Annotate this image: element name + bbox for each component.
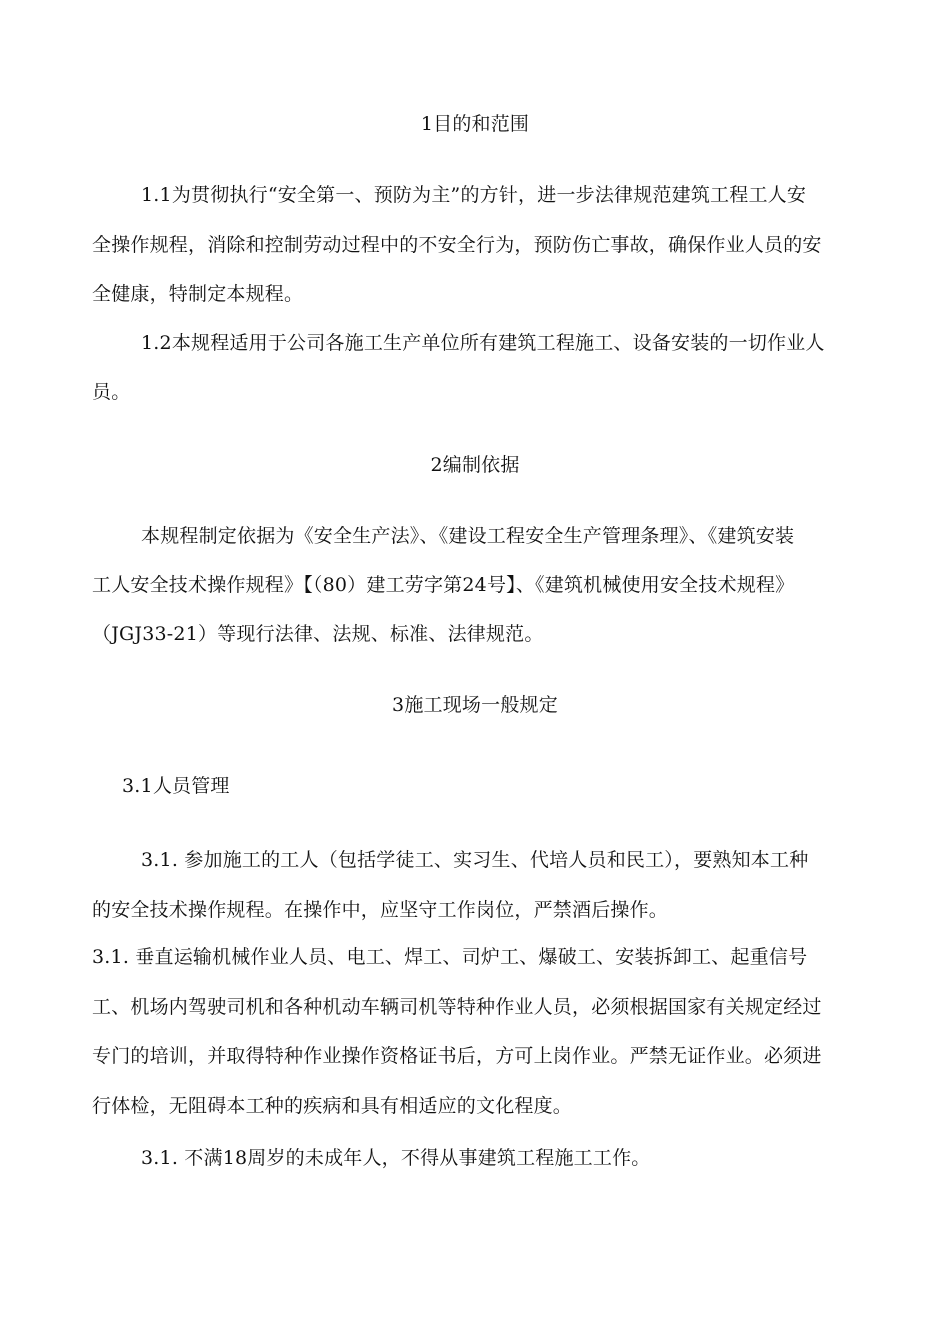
paragraph-basis-line-1: 本规程制定依据为《安全生产法》、《建设工程安全生产管理条理》、《建筑安装 <box>141 525 795 547</box>
heading-purpose-scope: 1目的和范围 <box>420 113 530 135</box>
paragraph-3-1-c-line-1: 3.1. 不满18周岁的未成年人，不得从事建筑工程施工工作。 <box>141 1147 651 1169</box>
paragraph-basis-line-2: 工人安全技术操作规程》【（80）建工劳字第24号】、《建筑机械使用安全技术规程》 <box>92 574 795 596</box>
paragraph-3-1-a-line-1: 3.1. 参加施工的工人（包括学徒工、实习生、代培人员和民工），要熟知本工种 <box>141 849 809 871</box>
paragraph-basis-line-3: （JGJ33-21）等现行法律、法规、标准、法律规范。 <box>92 623 544 645</box>
paragraph-3-1-b-line-2: 工、机场内驾驶司机和各种机动车辆司机等特种作业人员，必须根据国家有关规定经过 <box>92 996 822 1018</box>
paragraph-3-1-b-line-3: 专门的培训，并取得特种作业操作资格证书后，方可上岗作业。严禁无证作业。必须进 <box>92 1045 822 1067</box>
paragraph-3-1-a-line-2: 的安全技术操作规程。在操作中，应坚守工作岗位，严禁酒后操作。 <box>92 899 669 921</box>
heading-basis: 2编制依据 <box>430 454 520 476</box>
subheading-personnel-management: 3.1人员管理 <box>122 775 230 797</box>
heading-general-rules: 3施工现场一般规定 <box>392 694 558 716</box>
paragraph-1-1-line-1: 1.1为贯彻执行“安全第一、预防为主”的方针，进一步法律规范建筑工程工人安 <box>141 184 807 206</box>
paragraph-3-1-b-line-4: 行体检，无阻碍本工种的疾病和具有相适应的文化程度。 <box>92 1095 573 1117</box>
paragraph-1-2-line-2: 员。 <box>92 381 131 403</box>
paragraph-1-2-line-1: 1.2本规程适用于公司各施工生产单位所有建筑工程施工、设备安装的一切作业人 <box>141 332 825 354</box>
paragraph-3-1-b-line-1: 3.1. 垂直运输机械作业人员、电工、焊工、司炉工、爆破工、安装拆卸工、起重信号 <box>92 946 808 968</box>
paragraph-1-1-line-2: 全操作规程，消除和控制劳动过程中的不安全行为，预防伤亡事故，确保作业人员的安 <box>92 234 822 256</box>
paragraph-1-1-line-3: 全健康，特制定本规程。 <box>92 283 304 305</box>
